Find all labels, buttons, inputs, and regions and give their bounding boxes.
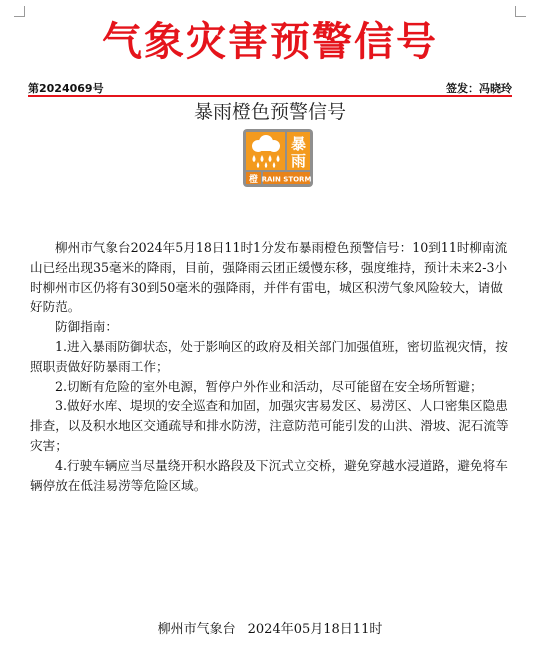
warning-intro-paragraph: 柳州市气象台2024年5月18日11时1分发布暴雨橙色预警信号：10到11时柳南流山已经出现35毫米的降雨，目前，强降雨云团正缓慢东移，强度维持，预计未来2-3小时柳州市区仍将有30到50毫米的强降雨，并伴有雷电，城区积涝气象风险较大，请做好防范。 [30, 240, 508, 315]
document-number: 第2024069号 [28, 82, 104, 95]
document-header-title: 气象灾害预警信号 [102, 18, 438, 65]
defense-guide-heading: 防御指南： [55, 319, 118, 335]
rainstorm-orange-icon-graphic [243, 129, 313, 187]
defense-guide-item-2: 2.切断有危险的室外电源，暂停户外作业和活动，尽可能留在安全场所暂避； [55, 378, 483, 394]
icon-char-bottom: 雨 [290, 152, 307, 170]
footer-issuer: 柳州市气象台 [157, 622, 236, 637]
icon-char-top: 暴 [290, 135, 307, 153]
document-meta-row [28, 80, 512, 96]
page-corner-mark-top-left [14, 6, 25, 17]
header-red-rule [28, 95, 512, 97]
signal-title: 暴雨橙色预警信号 [193, 101, 346, 123]
signer-label: 签发：冯晓玲 [446, 82, 512, 95]
document-body [30, 238, 512, 495]
icon-english-label: RAIN STORM [261, 175, 312, 184]
defense-guide-item-1: 1.进入暴雨防御状态，处于影响区的政府及相关部门加强值班，密切监视灾情，按照职责做好防暴雨工作； [30, 338, 508, 374]
footer-datetime: 2024年05月18日11时 [247, 622, 383, 637]
icon-color-label: 橙 [248, 175, 259, 185]
footer-signature [0, 618, 540, 637]
defense-guide-item-3: 3.做好水库、堤坝的安全巡查和加固，加强灾害易发区、易涝区、人口密集区隐患排查，以及积水地区交通疏导和排水防涝，注意防范可能引发的山洪、滑坡、泥石流等灾害； [30, 398, 509, 453]
rainstorm-orange-icon [243, 129, 313, 187]
defense-guide-item-4: 4.行驶车辆应当尽量绕开积水路段及下沉式立交桥，避免穿越水浸道路，避免将车辆停放在低洼易涝等危险区域。 [30, 457, 508, 493]
page-corner-mark-top-right [515, 6, 526, 17]
